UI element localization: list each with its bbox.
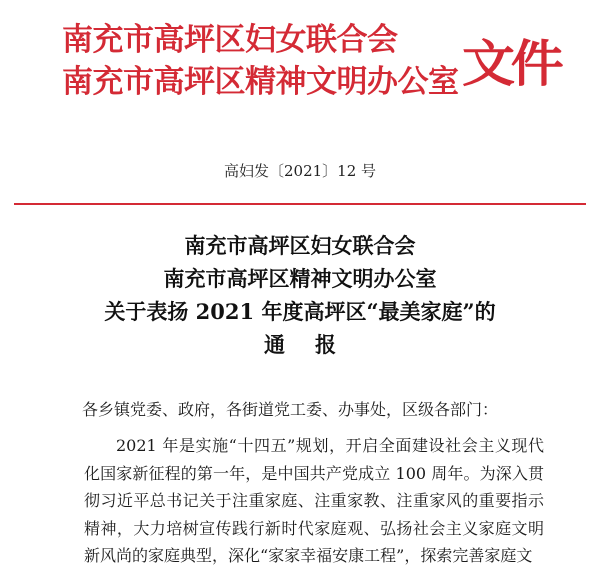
issuer-name-civilization-office: 南充市高坪区精神文明办公室 <box>62 64 459 100</box>
issuer-name-womens-federation: 南充市高坪区妇女联合会 <box>62 22 398 58</box>
title-line-subject: 关于表扬 2021 年度高坪区“最美家庭”的 <box>104 299 496 324</box>
document-number: 高妇发〔2021〕12 号 <box>223 162 377 180</box>
title-line-issuer-1: 南充市高坪区妇女联合会 <box>184 233 416 258</box>
salutation: 各乡镇党委、政府，各街道党工委、办事处，区级各部门： <box>82 400 499 419</box>
document-title <box>0 229 600 361</box>
document-type-label: 文件 <box>462 35 560 93</box>
document-header <box>0 0 600 118</box>
header-divider <box>14 203 586 205</box>
title-line-notice: 通报 <box>264 332 366 357</box>
body-paragraph: 2021 年是实施“十四五”规划，开启全面建设社会主义现代化国家新征程的第一年，是中国共产党成立 100 周年。为深入贯彻习近平总书记关于注重家庭、注重家教、注重家风的重要指示精神，大力培树宣传践行新时代家庭观、弘扬社会主义家庭文明新风尚的家庭典型，深化“家家幸福安康工程”，探索完善家庭文 <box>84 436 544 565</box>
title-line-issuer-2: 南充市高坪区精神文明办公室 <box>163 266 437 291</box>
